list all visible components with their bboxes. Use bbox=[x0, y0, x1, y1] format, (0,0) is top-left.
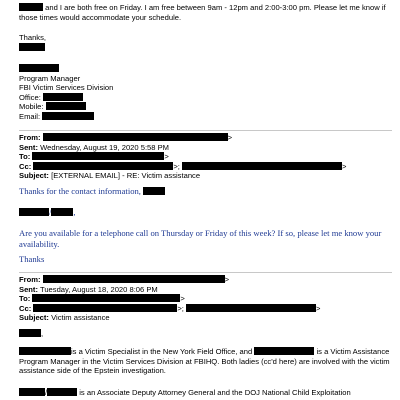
redaction bbox=[33, 304, 177, 312]
email1-body bbox=[19, 186, 392, 197]
para1-d: assistance side of the Epstein investigation. bbox=[19, 366, 166, 376]
redaction bbox=[19, 43, 45, 51]
signature-block bbox=[19, 64, 392, 122]
redaction bbox=[47, 388, 77, 396]
email2-para2: / is an Associate Deputy Attorney General and the DOJ National Child Exploitation bbox=[19, 388, 392, 398]
divider bbox=[19, 130, 392, 131]
redaction bbox=[32, 294, 180, 302]
intro-line-2: those times would accommodate your schedule. bbox=[19, 12, 182, 22]
signature-division: FBI Victim Services Division bbox=[19, 83, 114, 93]
from-label: From: bbox=[19, 133, 41, 142]
email1-question-block bbox=[19, 228, 392, 249]
office-label: Office: bbox=[19, 92, 41, 102]
email-label: Email: bbox=[19, 111, 41, 121]
sent-label: Sent: bbox=[19, 284, 38, 294]
redaction bbox=[43, 133, 228, 141]
email1-addressee: / , bbox=[19, 207, 392, 218]
para1-c: Program Manager in the Victim Services Division at FBIHQ. Both ladies (cc'd here) are involved with the victim bbox=[19, 356, 390, 366]
redaction bbox=[43, 275, 225, 283]
redaction bbox=[43, 93, 83, 101]
email2-header: From: > Sent: Tuesday, August 18, 2020 8:06 PM To: > Cc: >; > Subject: Victim assistance bbox=[19, 275, 321, 323]
subject-value: Victim assistance bbox=[51, 313, 110, 323]
redaction bbox=[19, 64, 59, 72]
sent-value: Wednesday, August 19, 2020 5:58 PM bbox=[40, 142, 170, 152]
redaction bbox=[182, 162, 342, 170]
redaction bbox=[51, 208, 73, 216]
redaction bbox=[42, 112, 94, 120]
body-thanks: Thanks for the contact information, bbox=[19, 186, 141, 196]
redaction bbox=[19, 329, 41, 337]
redaction bbox=[19, 3, 43, 11]
mobile-label: Mobile: bbox=[19, 102, 44, 112]
para1-b: is a Victim Assistance bbox=[316, 347, 390, 356]
email1-signoff: Thanks bbox=[19, 254, 45, 264]
redaction bbox=[143, 187, 165, 195]
redaction bbox=[32, 152, 164, 160]
from-label: From: bbox=[19, 275, 41, 284]
email1-signoff-block bbox=[19, 254, 392, 265]
email1-question: Are you available for a telephone call on Thursday or Friday of this week? If so, please let me know your availability. bbox=[19, 228, 382, 249]
intro-line-1: and I are both free on Friday. I am free between 9am - 12pm and 2:00-3:00 pm. Please let me know if bbox=[45, 3, 386, 12]
to-label: To: bbox=[19, 152, 31, 162]
redaction bbox=[19, 347, 71, 355]
sent-label: Sent: bbox=[19, 142, 38, 152]
redaction bbox=[19, 208, 49, 216]
redaction bbox=[46, 102, 86, 110]
thanks-text: Thanks, bbox=[19, 33, 47, 42]
signature-title: Program Manager bbox=[19, 73, 81, 83]
divider bbox=[19, 272, 392, 273]
email2-para1 bbox=[19, 347, 392, 376]
to-label: To: bbox=[19, 294, 31, 304]
subject-label: Subject: bbox=[19, 313, 49, 323]
subject-value: [EXTERNAL EMAIL] - RE: Victim assistance bbox=[51, 171, 201, 181]
redaction bbox=[254, 347, 314, 355]
email2-greeting: , bbox=[19, 329, 392, 339]
cc-label: Cc: bbox=[19, 161, 32, 171]
redaction bbox=[19, 388, 45, 396]
para2: is an Associate Deputy Attorney General and the DOJ National Child Exploitation bbox=[79, 388, 351, 397]
redaction bbox=[33, 162, 173, 170]
para1-a: is a Victim Specialist in the New York Field Office, and bbox=[71, 347, 253, 356]
subject-label: Subject: bbox=[19, 171, 49, 181]
sent-value: Tuesday, August 18, 2020 8:06 PM bbox=[39, 284, 158, 294]
email1-header: From: > Sent: Wednesday, August 19, 2020 5:58 PM To: > Cc: >; > Subject: [EXTERNAL EMAIL] - RE: Victim assistance bbox=[19, 133, 347, 181]
thanks-block bbox=[19, 33, 392, 52]
cc-label: Cc: bbox=[19, 303, 32, 313]
redaction bbox=[186, 304, 316, 312]
intro-block bbox=[19, 3, 392, 22]
